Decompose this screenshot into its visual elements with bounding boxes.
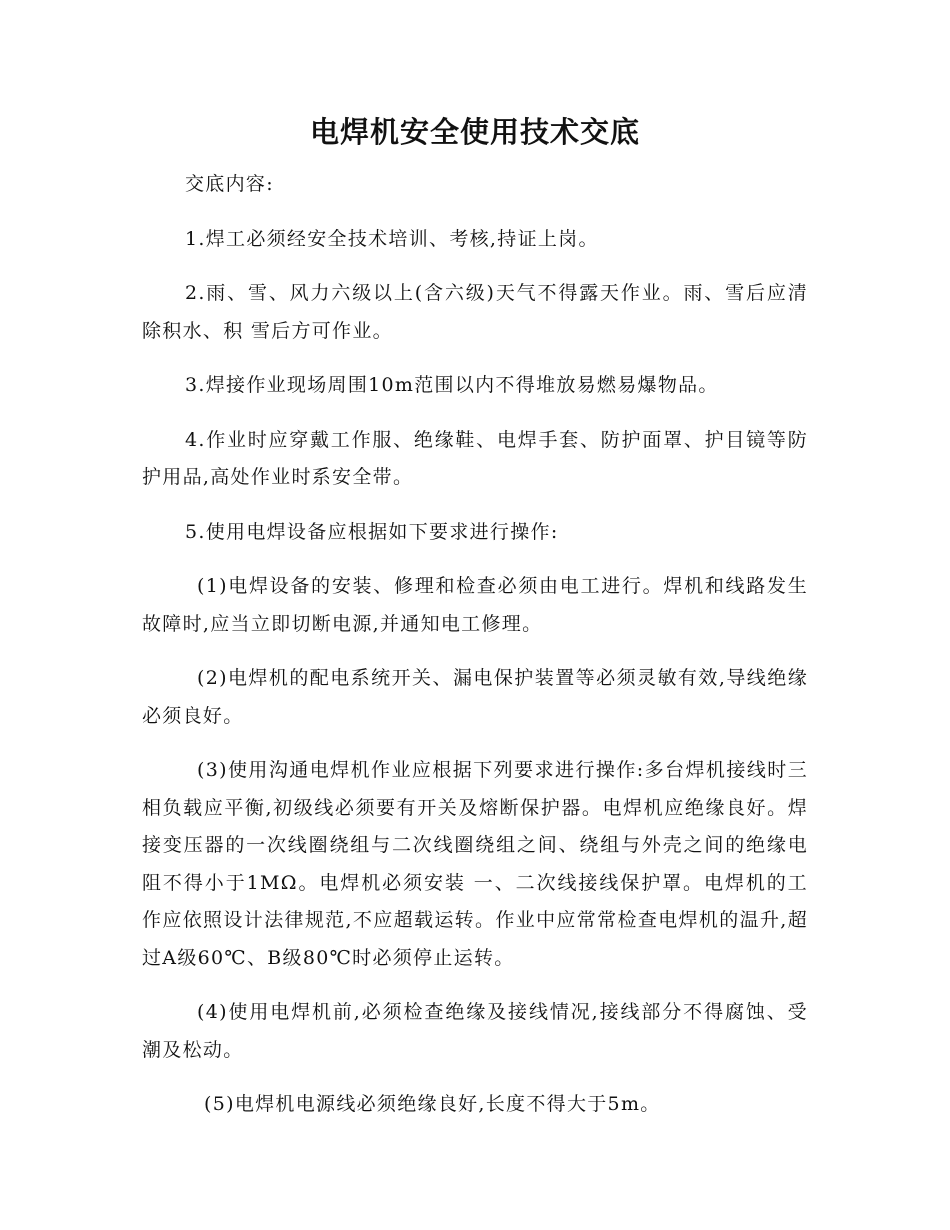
paragraph-item-5: 5.使用电焊设备应根据如下要求进行操作: [185,520,559,543]
paragraph-subitem-4: (4)使用电焊机前,必须检查绝缘及接线情况,接线部分不得腐蚀、受潮及松动。 [142,1001,808,1061]
paragraph-subitem-1: (1)电焊设备的安装、修理和检查必须由电工进行。焊机和线路发生故障时,应当立即切断电源,并通知电工修理。 [142,575,808,635]
document-title: 电焊机安全使用技术交底 [309,115,640,149]
document-body [142,166,808,1124]
paragraph-subitem-5: (5)电焊机电源线必须绝缘良好,长度不得大于5m。 [204,1093,661,1115]
paragraph-item-2: 2.雨、雪、风力六级以上(含六级)天气不得露天作业。雨、雪后应清除积水、积 雪后方可作业。 [142,282,808,342]
paragraph-item-3: 3.焊接作业现场周围10m范围以内不得堆放易燃易爆物品。 [185,374,719,396]
paragraph-item-1: 1.焊工必须经安全技术培训、考核,持证上岗。 [185,227,599,250]
paragraph-intro: 交底内容: [185,173,274,195]
paragraph-item-4: 4.作业时应穿戴工作服、绝缘鞋、电焊手套、防护面罩、护目镜等防护用品,高处作业时系安全带。 [142,428,808,488]
paragraph-subitem-3: (3)使用沟通电焊机作业应根据下列要求进行操作:多台焊机接线时三相负载应平衡,初级线必须要有开关及熔断保护器。电焊机应绝缘良好。焊接变压器的一次线圈绕组与二次线圈绕组之间、绕组与外壳之间的绝缘电阻不得小于1MΩ。电焊机必须安装 一、二次线接线保护罩。电焊机的工作应依照设计法律规范,不应超载运转。作业中应常常检查电焊机的温升,超过A级60℃、B级80℃时必须停止运转。 [142,759,808,969]
paragraph-subitem-2: (2)电焊机的配电系统开关、漏电保护装置等必须灵敏有效,导线绝缘必须良好。 [142,667,808,727]
